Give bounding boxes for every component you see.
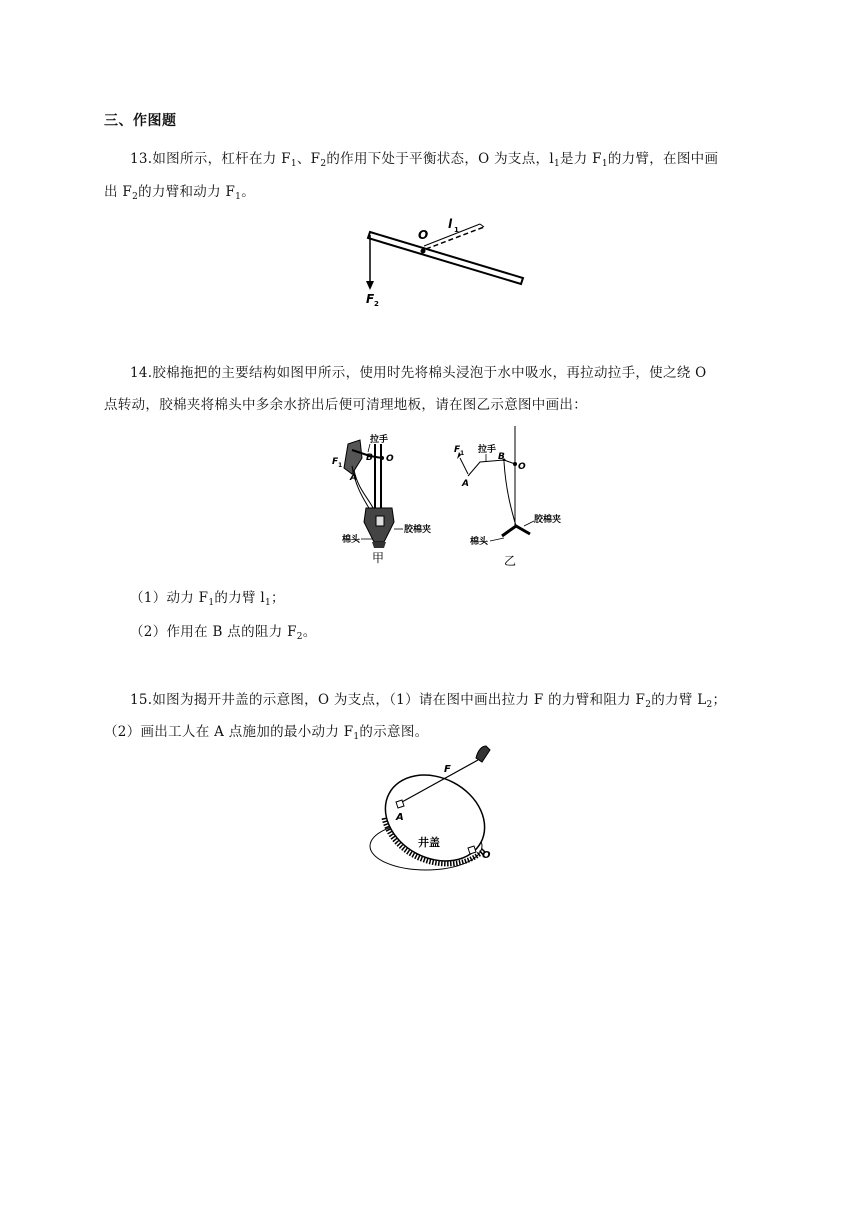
hole-O bbox=[468, 846, 476, 854]
lever-bar bbox=[368, 232, 523, 284]
label-clip: 胶棉夹 bbox=[534, 515, 562, 525]
q13-lever-figure bbox=[360, 215, 535, 310]
label-A: A bbox=[462, 479, 469, 489]
q13-line1: 13.如图所示，杠杆在力 $F_1$、$F_2$的作用下处于平衡状态，O 为支点，$l_1$是力 $F_1$的力臂，在图中画 bbox=[130, 151, 719, 169]
hand-icon bbox=[476, 746, 490, 762]
label-F2-sub: 2 bbox=[374, 300, 379, 308]
label-A: A bbox=[350, 473, 357, 483]
label-cover: 井盖 bbox=[418, 836, 440, 849]
label-yi: 乙 bbox=[504, 554, 517, 568]
label-F1-sub: 1 bbox=[460, 450, 465, 457]
label-handle: 拉手 bbox=[478, 445, 497, 455]
label-F1-sub: 1 bbox=[338, 462, 343, 469]
label-F1: F bbox=[454, 445, 461, 455]
q15-line1: 15.如图为揭开井盖的示意图，O 为支点，（1）请在图中画出拉力 F 的力臂和阻力 $F_2$的力臂 $L_2$； bbox=[130, 692, 727, 710]
label-B: B bbox=[498, 452, 505, 462]
q14-figure-jia bbox=[330, 430, 455, 570]
label-B: B bbox=[366, 453, 373, 463]
q14-item1: （1）动力 $F_1$的力臂 $l_1$； bbox=[130, 590, 285, 608]
label-jia: 甲 bbox=[372, 551, 385, 565]
q14-item2: （2）作用在 B 点的阻力 $F_2$。 bbox=[130, 624, 317, 642]
section-title: 三、作图题 bbox=[104, 113, 177, 129]
mop-head bbox=[372, 542, 386, 548]
q15-line2: （2）画出工人在 A 点施加的最小动力 $F_1$的示意图。 bbox=[104, 724, 429, 742]
label-F: F bbox=[444, 764, 451, 775]
label-F1: F bbox=[332, 457, 339, 467]
f1-arrow-line bbox=[460, 458, 468, 474]
label-clip: 胶棉夹 bbox=[404, 525, 432, 535]
label-F2: F bbox=[366, 292, 375, 306]
label-l: l bbox=[448, 217, 453, 231]
q14-line1: 14.胶棉拖把的主要结构如图甲所示，使用时先将棉头浸泡于水中吸水，再拉动拉手，使之绕 O bbox=[130, 365, 707, 381]
q13-line2: 出 $F_2$的力臂和动力 $F_1$。 bbox=[104, 184, 255, 202]
label-head: 棉头 bbox=[470, 537, 489, 547]
label-A: A bbox=[396, 812, 404, 823]
link-rod bbox=[504, 462, 516, 526]
l1-bracket-end bbox=[480, 224, 484, 227]
clip-window bbox=[376, 516, 384, 526]
q15-manhole-figure bbox=[360, 742, 510, 877]
label-handle: 拉手 bbox=[370, 435, 389, 445]
label-O: O bbox=[518, 462, 526, 472]
label-O: O bbox=[418, 228, 429, 242]
link-rod bbox=[354, 470, 374, 510]
label-O: O bbox=[386, 454, 394, 464]
cover-top bbox=[370, 758, 499, 877]
fulcrum-point bbox=[421, 249, 426, 254]
label-head: 棉头 bbox=[342, 535, 361, 545]
clip-v bbox=[502, 526, 530, 536]
label-l-sub: 1 bbox=[454, 226, 459, 234]
q14-figure-yi bbox=[450, 422, 590, 570]
label-O: O bbox=[482, 850, 491, 861]
q14-line2: 点转动，胶棉夹将棉头中多余水挤出后便可清理地板，请在图乙示意图中画出： bbox=[104, 397, 587, 413]
lever-line bbox=[468, 460, 515, 476]
f2-arrow-head bbox=[366, 281, 374, 290]
